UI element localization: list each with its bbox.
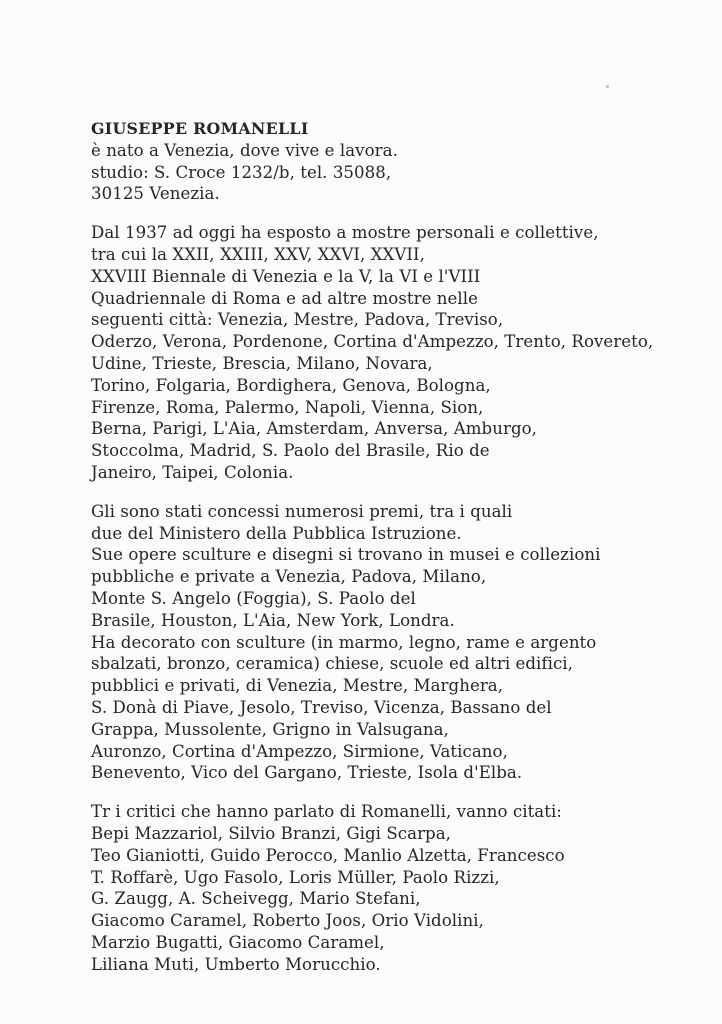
- text-line: Sue opere sculture e disegni si trovano in musei e collezioni: [91, 545, 601, 565]
- text-line: Quadriennale di Roma e ad altre mostre nelle: [91, 288, 478, 308]
- text-line: Ha decorato con sculture (in marmo, legno, rame e argento: [91, 632, 597, 652]
- text-line: pubbliche e private a Venezia, Padova, Milano,: [91, 567, 487, 587]
- text-line: Auronzo, Cortina d'Ampezzo, Sirmione, Vaticano,: [91, 741, 508, 761]
- text-line: tra cui la XXII, XXIII, XXV, XXVI, XXVII,: [91, 244, 425, 264]
- text-line: Grappa, Mussolente, Grigno in Valsugana,: [91, 719, 449, 739]
- biography-text: [91, 118, 654, 992]
- text-line: G. Zaugg, A. Scheivegg, Mario Stefani,: [91, 889, 421, 909]
- paragraphs-container: [91, 140, 654, 976]
- text-line: Janeiro, Taipei, Colonia.: [91, 462, 294, 482]
- text-line: Tr i critici che hanno parlato di Romanelli, vanno citati:: [91, 802, 562, 822]
- paper-speck: [606, 85, 609, 88]
- text-line: Gli sono stati concessi numerosi premi, tra i quali: [91, 501, 513, 521]
- text-line: Udine, Trieste, Brescia, Milano, Novara,: [91, 353, 433, 373]
- text-line: Giacomo Caramel, Roberto Joos, Orio Vidolini,: [91, 911, 484, 931]
- text-line: Brasile, Houston, L'Aia, New York, Londra.: [91, 610, 455, 630]
- text-line: Teo Gianiotti, Guido Perocco, Manlio Alzetta, Francesco: [91, 845, 565, 865]
- text-line: due del Ministero della Pubblica Istruzione.: [91, 523, 462, 543]
- paragraph-1: [91, 140, 651, 205]
- paragraph-3: [91, 501, 651, 784]
- text-line: sbalzati, bronzo, ceramica) chiese, scuole ed altri edifici,: [91, 654, 573, 674]
- text-line: 30125 Venezia.: [91, 184, 220, 204]
- text-line: Bepi Mazzariol, Silvio Branzi, Gigi Scarpa,: [91, 823, 451, 843]
- text-line: è nato a Venezia, dove vive e lavora.: [91, 140, 398, 160]
- text-line: pubblici e privati, di Venezia, Mestre, Marghera,: [91, 676, 504, 696]
- text-line: Benevento, Vico del Gargano, Trieste, Isola d'Elba.: [91, 763, 523, 783]
- text-line: Marzio Bugatti, Giacomo Caramel,: [91, 932, 385, 952]
- text-line: seguenti città: Venezia, Mestre, Padova, Treviso,: [91, 310, 504, 330]
- text-line: Berna, Parigi, L'Aia, Amsterdam, Anversa, Amburgo,: [91, 419, 537, 439]
- text-line: T. Roffarè, Ugo Fasolo, Loris Müller, Paolo Rizzi,: [91, 867, 500, 887]
- text-line: Dal 1937 ad oggi ha esposto a mostre personali e collettive,: [91, 223, 599, 243]
- text-line: studio: S. Croce 1232/b, tel. 35088,: [91, 162, 392, 182]
- artist-name-heading: GIUSEPPE ROMANELLI: [91, 119, 309, 138]
- text-line: Stoccolma, Madrid, S. Paolo del Brasile, Rio de: [91, 441, 490, 461]
- text-line: Monte S. Angelo (Foggia), S. Paolo del: [91, 588, 416, 608]
- text-line: Firenze, Roma, Palermo, Napoli, Vienna, Sion,: [91, 397, 484, 417]
- paragraph-4: [91, 801, 651, 975]
- text-line: S. Donà di Piave, Jesolo, Treviso, Vicenza, Bassano del: [91, 697, 552, 717]
- paragraph-2: [91, 222, 654, 484]
- text-line: XXVIII Biennale di Venezia e la V, la VI e l'VIII: [91, 266, 481, 286]
- text-line: Torino, Folgaria, Bordighera, Genova, Bologna,: [91, 375, 491, 395]
- text-line: Oderzo, Verona, Pordenone, Cortina d'Ampezzo, Trento, Rovereto,: [91, 332, 654, 352]
- text-line: Liliana Muti, Umberto Morucchio.: [91, 954, 381, 974]
